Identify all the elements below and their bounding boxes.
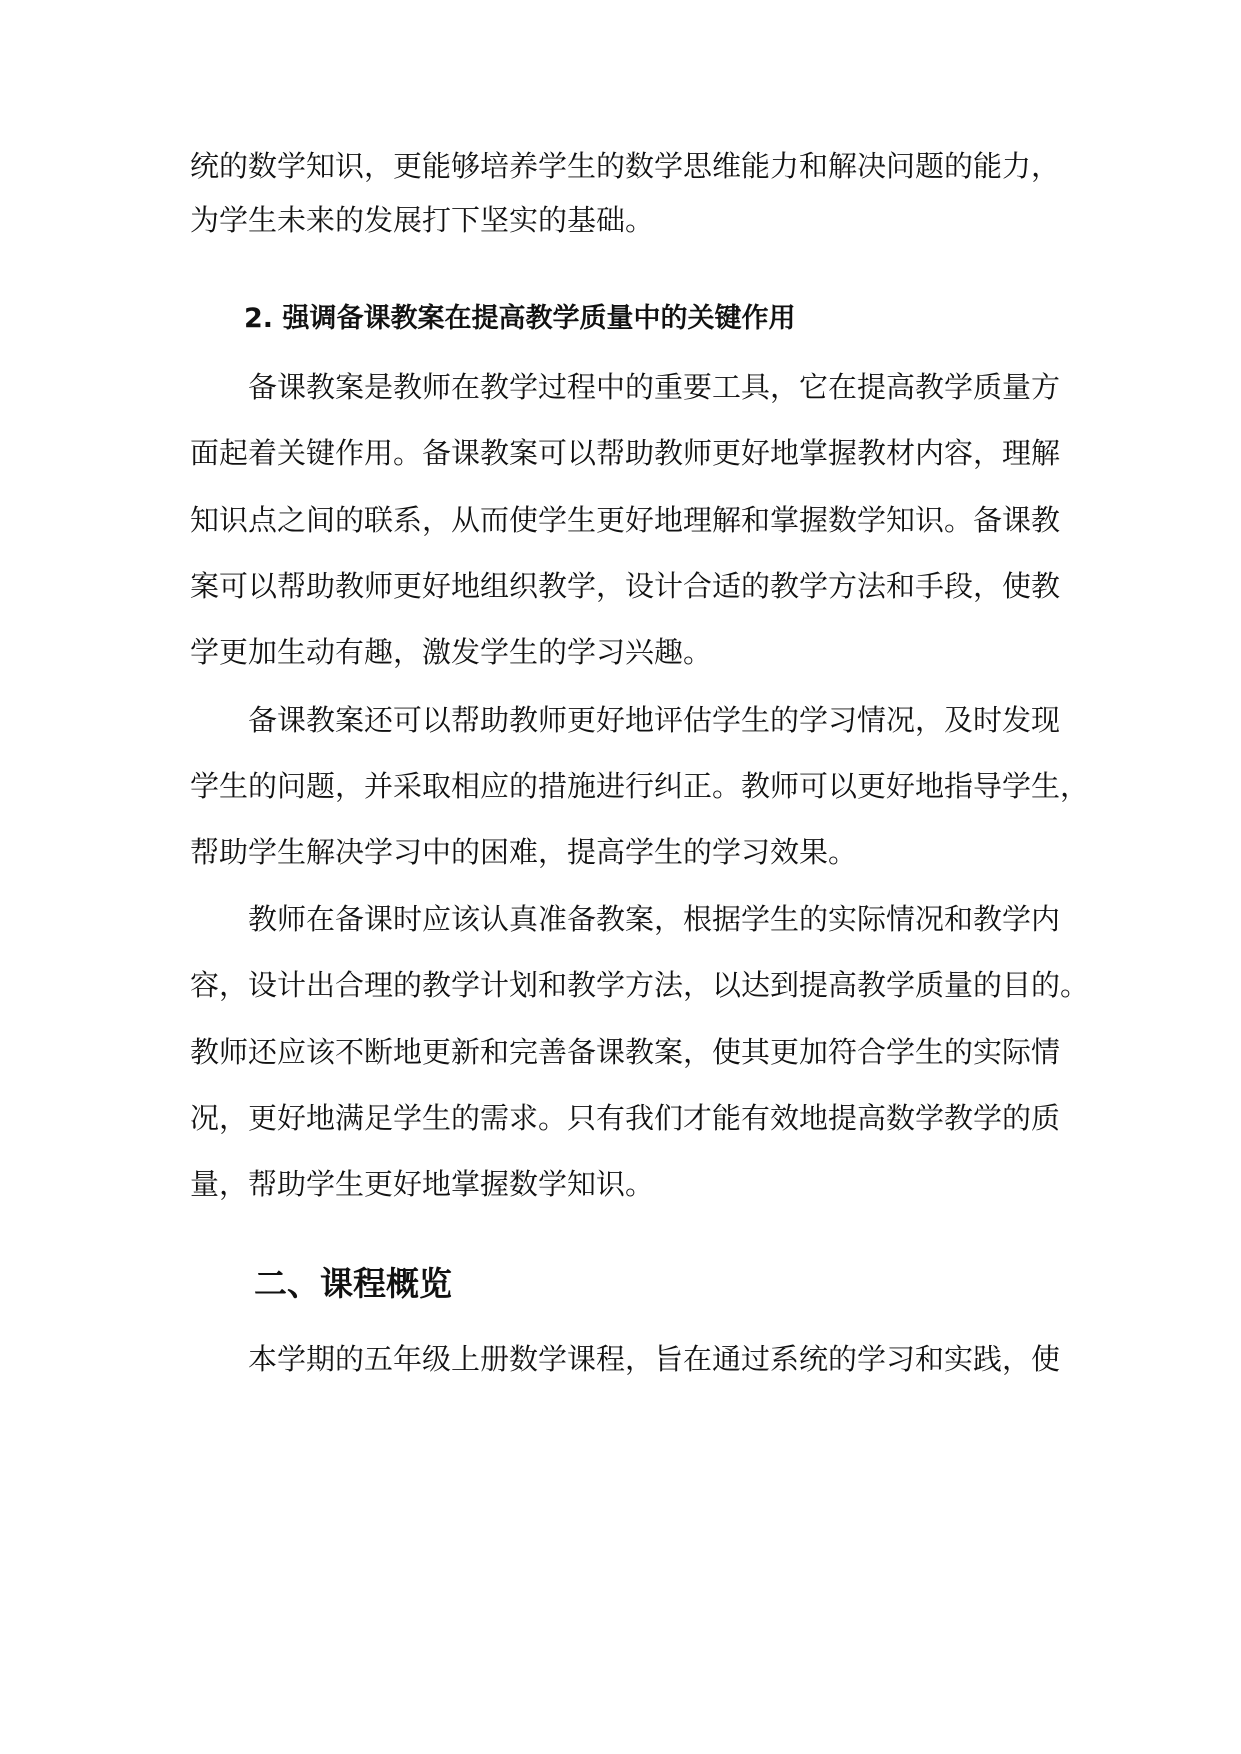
- body-text-line: 备课教案是教师在教学过程中的重要工具，它在提高教学质量方: [248, 370, 1061, 404]
- body-text-line: 学更加生动有趣，激发学生的学习兴趣。: [190, 635, 713, 669]
- body-text-line: 知识点之间的联系，从而使学生更好地理解和掌握数学知识。备课教: [190, 503, 1061, 537]
- body-text-line: 教师在备课时应该认真准备教案，根据学生的实际情况和教学内: [248, 902, 1061, 936]
- body-text-line: 教师还应该不断地更新和完善备课教案，使其更加符合学生的实际情: [190, 1035, 1061, 1069]
- chapter-heading: 二、课程概览: [254, 1264, 452, 1303]
- section-heading: 2. 强调备课教案在提高教学质量中的关键作用: [244, 303, 796, 334]
- body-text-line: 量，帮助学生更好地掌握数学知识。: [190, 1167, 655, 1201]
- body-text-line: 为学生未来的发展打下坚实的基础。: [190, 203, 655, 237]
- body-text-line: 面起着关键作用。备课教案可以帮助教师更好地掌握教材内容，理解: [190, 436, 1061, 470]
- body-text-line: 帮助学生解决学习中的困难，提高学生的学习效果。: [190, 835, 858, 869]
- body-text-line: 本学期的五年级上册数学课程，旨在通过系统的学习和实践，使: [248, 1342, 1061, 1376]
- body-text-line: 容，设计出合理的教学计划和教学方法，以达到提高教学质量的目的。: [190, 968, 1090, 1002]
- body-text-line: 案可以帮助教师更好地组织教学，设计合适的教学方法和手段，使教: [190, 569, 1061, 603]
- body-text-line: 况，更好地满足学生的需求。只有我们才能有效地提高数学教学的质: [190, 1101, 1061, 1135]
- body-text-line: 统的数学知识，更能够培养学生的数学思维能力和解决问题的能力，: [190, 149, 1061, 183]
- body-text-line: 学生的问题，并采取相应的措施进行纠正。教师可以更好地指导学生，: [190, 769, 1090, 803]
- body-text-line: 备课教案还可以帮助教师更好地评估学生的学习情况，及时发现: [248, 703, 1061, 737]
